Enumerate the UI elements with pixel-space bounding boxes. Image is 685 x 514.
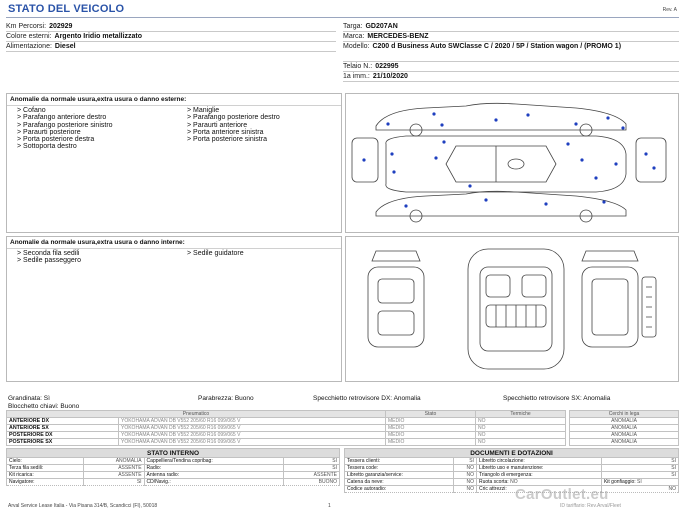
- tyre-position: ANTERIORE DX: [7, 418, 119, 425]
- list-item: > Seconda fila sedili: [17, 250, 187, 257]
- telaio-value: 022995: [375, 63, 399, 70]
- table-row: [7, 425, 566, 432]
- exterior-damage-section: [6, 93, 342, 233]
- car-interior-outline-icon: [346, 237, 678, 381]
- table-row: [345, 486, 679, 493]
- exterior-damage-title: Anomalie da normale usura,extra usura o danno esterne:: [7, 94, 341, 106]
- alimentazione-value: Diesel: [54, 43, 76, 50]
- info-row-km: [6, 22, 336, 32]
- watermark-logo: CarOutlet.eu: [515, 486, 609, 503]
- field-value: SI: [83, 479, 144, 486]
- documents-table: [344, 448, 679, 493]
- vehicle-info-right: [343, 22, 679, 82]
- table-row: [345, 479, 679, 486]
- tyre-stato: MEDIO: [386, 425, 476, 432]
- list-item: > Parafango posteriore destro: [187, 114, 347, 121]
- footer-company: Arval Service Lease Italia - Via Pisana 314/B, Scandicci (FI), 50018: [8, 503, 158, 509]
- field-label: Antenna radio:: [144, 472, 284, 479]
- field-value: ANOMALIA: [83, 458, 144, 465]
- colore-label: Colore esterni:: [6, 33, 52, 40]
- tyre-spec: YOKOHAMA ADVAN DB V552 205/60 R16 099/065 V: [119, 439, 386, 446]
- conditions-block: [8, 395, 678, 411]
- tyres-table: [6, 410, 566, 446]
- table-row: [7, 472, 340, 479]
- specchietto-sx-status: Specchietto retrovisore SX: Anomalia: [503, 395, 611, 402]
- field-label: Tessera clienti:: [345, 458, 454, 465]
- alimentazione-label: Alimentazione:: [6, 43, 52, 50]
- rim-status: ANOMALIA: [570, 425, 679, 432]
- field-label: Radio:: [144, 465, 284, 472]
- table-row: [7, 432, 566, 439]
- page-title: STATO DEL VEICOLO: [8, 3, 125, 15]
- tyre-spec: YOKOHAMA ADVAN DB V552 205/60 R16 099/065 V: [119, 425, 386, 432]
- list-item: > Sedile guidatore: [187, 250, 347, 257]
- rim-status: ANOMALIA: [570, 439, 679, 446]
- list-item: > Parafango posteriore sinistro: [17, 122, 187, 129]
- field-value: SI: [454, 458, 476, 465]
- table-row: [7, 418, 566, 425]
- modello-value: C200 d Business Auto SWClasse C / 2020 / 5P / Station wagon / (PROMO 1): [372, 43, 622, 50]
- interior-state-table: [6, 448, 340, 486]
- field-label: CD/Navig.:: [144, 479, 284, 486]
- field-label: Navigatore:: [7, 479, 84, 486]
- field-value: NO: [454, 486, 476, 493]
- field-label: Ruota scorta:: [478, 479, 509, 485]
- tyre-position: ANTERIORE SX: [7, 425, 119, 432]
- table-row: [7, 465, 340, 472]
- tyre-termiche: NO: [476, 418, 566, 425]
- tyre-header: Pneumatico: [7, 411, 386, 418]
- colore-value: Argento Iridio metallizzato: [54, 33, 143, 40]
- imm-label: 1a imm.:: [343, 73, 370, 80]
- list-item: > Porta anteriore sinistra: [187, 129, 347, 136]
- info-row-immatricolazione: [343, 72, 679, 82]
- table-row: [7, 439, 566, 446]
- tyre-stato: MEDIO: [386, 418, 476, 425]
- footer-tariff-id: ID tariffario: Rev.Arval/Fleet: [560, 503, 621, 509]
- list-item: > Porta posteriore destra: [17, 136, 187, 143]
- info-row-colore: [6, 32, 336, 42]
- field-value: SI: [601, 472, 678, 479]
- field-value: NO: [510, 479, 518, 485]
- list-item: > Parafango anteriore destro: [17, 114, 187, 121]
- exterior-car-diagram: [345, 93, 679, 233]
- modello-label: Modello:: [343, 43, 370, 50]
- field-value: SI: [601, 458, 678, 465]
- field-value: SI: [601, 465, 678, 472]
- field-label: Cielo:: [7, 458, 84, 465]
- exterior-damage-list: [7, 106, 341, 152]
- header-divider: [6, 17, 679, 18]
- table-row: [345, 472, 679, 479]
- blocchetto-status: Blocchetto chiavi: Buono: [8, 403, 80, 410]
- field-label: Triangolo di emergenza:: [476, 472, 601, 479]
- info-row-modello: [343, 42, 679, 62]
- marca-label: Marca:: [343, 33, 365, 40]
- km-value: 202929: [49, 23, 73, 30]
- field-value: NO: [454, 479, 476, 486]
- tyre-stato: MEDIO: [386, 439, 476, 446]
- tyre-termiche: NO: [476, 432, 566, 439]
- field-value: NO: [454, 472, 476, 479]
- telaio-label: Telaio N.:: [343, 63, 373, 70]
- documents-title: DOCUMENTI E DOTAZIONI: [345, 449, 679, 458]
- km-label: Km Percorsi:: [6, 23, 47, 30]
- car-exterior-outline-icon: [346, 94, 678, 232]
- parabrezza-status: Parabrezza: Buono: [198, 395, 254, 402]
- field-value: ASSENTE: [284, 472, 340, 479]
- tyre-spec: YOKOHAMA ADVAN DB V552 205/60 R16 099/065 V: [119, 432, 386, 439]
- field-value: SI: [284, 465, 340, 472]
- stato-header: Stato: [386, 411, 476, 418]
- rim-status: ANOMALIA: [570, 432, 679, 439]
- info-row-targa: [343, 22, 679, 32]
- table-row: [7, 479, 340, 486]
- table-row: [7, 458, 340, 465]
- termiche-header: Termiche: [476, 411, 566, 418]
- list-item: > Paraurti posteriore: [17, 129, 187, 136]
- field-label: Terza fila sedili:: [7, 465, 84, 472]
- list-item: > Maniglie: [187, 107, 347, 114]
- vehicle-info-left: [6, 22, 336, 52]
- field-label: Libretto circolazione:: [476, 458, 601, 465]
- field-label: Kit ricarica:: [7, 472, 84, 479]
- interior-damage-title: Anomalie da normale usura,extra usura o danno interne:: [7, 237, 341, 249]
- field-value: BUONO: [284, 479, 340, 486]
- list-item: > Sedile passeggero: [17, 257, 187, 264]
- info-row-alimentazione: [6, 42, 336, 52]
- info-row-marca: [343, 32, 679, 42]
- field-label: Kit gonfiaggio:: [603, 479, 636, 485]
- table-row: [345, 465, 679, 472]
- info-row-telaio: [343, 62, 679, 72]
- field-value: SI: [284, 458, 340, 465]
- list-item: > Cofano: [17, 107, 187, 114]
- rims-header: Cerchi in lega: [570, 411, 679, 418]
- targa-label: Targa:: [343, 23, 363, 30]
- field-label: Codice autoradio:: [345, 486, 454, 493]
- tyre-termiche: NO: [476, 425, 566, 432]
- targa-value: GD207AN: [365, 23, 398, 30]
- field-label: Cappelliera/Tendina copribag:: [144, 458, 284, 465]
- field-value: NO: [601, 486, 678, 493]
- tyre-position: POSTERIORE DX: [7, 432, 119, 439]
- field-label: Cric attrezzi:: [476, 486, 601, 493]
- rim-status: ANOMALIA: [570, 418, 679, 425]
- field-value: ASSENTE: [83, 472, 144, 479]
- imm-value: 21/10/2020: [372, 73, 408, 80]
- tyre-stato: MEDIO: [386, 432, 476, 439]
- field-label: Libretto garanzia/service:: [345, 472, 454, 479]
- field-value: NO: [454, 465, 476, 472]
- field-label: Tessera code:: [345, 465, 454, 472]
- interior-damage-list: [7, 249, 341, 266]
- marca-value: MERCEDES-BENZ: [367, 33, 429, 40]
- grandinata-status: Grandinata: Sì: [8, 395, 50, 402]
- interior-damage-section: [6, 236, 342, 382]
- field-value: ASSENTE: [83, 465, 144, 472]
- field-value: SI: [637, 479, 642, 485]
- interior-state-title: STATO INTERNO: [7, 449, 340, 458]
- specchietto-dx-status: Specchietto retrovisore DX: Anomalia: [313, 395, 421, 402]
- list-item: > Paraurti anteriore: [187, 122, 347, 129]
- revision-label: Rev. A: [662, 7, 677, 13]
- list-item: > Porta posteriore sinistra: [187, 136, 347, 143]
- tyre-termiche: NO: [476, 439, 566, 446]
- field-label: Catena da neve:: [345, 479, 454, 486]
- list-item: > Sottoporta destro: [17, 143, 187, 150]
- footer-page-number: 1: [328, 503, 331, 509]
- interior-car-diagram: [345, 236, 679, 382]
- field-label: Libretto uso e manutenzione:: [476, 465, 601, 472]
- tyre-position: POSTERIORE SX: [7, 439, 119, 446]
- tyre-spec: YOKOHAMA ADVAN DB V552 205/60 R16 099/065 V: [119, 418, 386, 425]
- table-row: [345, 458, 679, 465]
- rims-table: [569, 410, 679, 446]
